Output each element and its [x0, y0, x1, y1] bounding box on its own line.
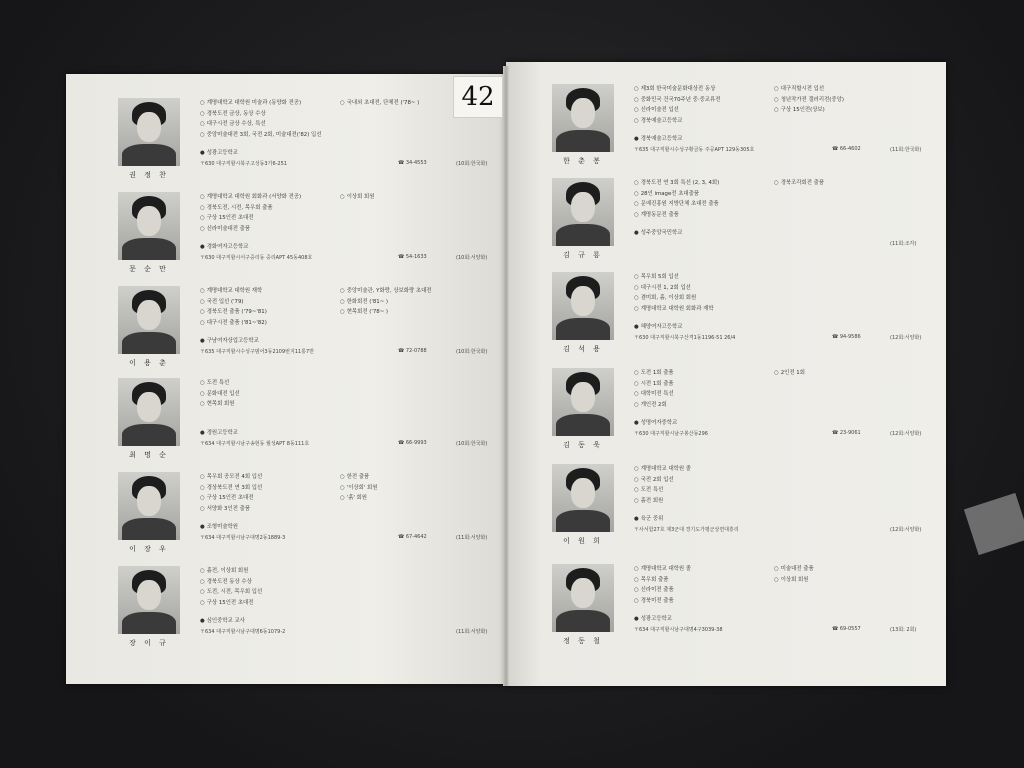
profile-entry	[118, 566, 538, 656]
career-list	[200, 192, 340, 234]
career-list	[634, 84, 774, 126]
career-item: ○ 계명대학교 대학원 회화과 (서양화 전공)	[200, 192, 340, 203]
phone-number: ☎ 67-4642	[398, 534, 427, 540]
career-item: ○ 경북도전 동상 수상	[200, 577, 340, 588]
career-item: ○ 흙전, 이상회 회원	[200, 566, 340, 577]
career-list	[200, 566, 340, 608]
activity-list	[340, 192, 460, 203]
activity-item: ○ 중앙미술관, Y화랑, 상보화랑 초대전	[340, 286, 460, 297]
portrait-photo	[552, 368, 614, 436]
portrait-photo	[552, 272, 614, 340]
page-number: 42	[453, 76, 503, 118]
school-name: ● 성광고등학교	[634, 614, 672, 622]
career-list	[200, 378, 340, 410]
career-item: ○ 목우회 출품	[634, 575, 774, 586]
address: 〒634 대구직할시남구대명4구3039-38	[634, 627, 723, 633]
school-name: ● 심인중학교 교사	[200, 616, 245, 624]
address: 〒630 대구직할시북구고성동3가6-251	[200, 161, 287, 167]
activity-item: ○ 이상회 회원	[340, 192, 460, 203]
address: 〒634 대구직할시남구대명2동1889-3	[200, 535, 286, 541]
person-name: 김 석 용	[563, 345, 603, 353]
class-note: (13회: 2회)	[890, 627, 917, 633]
class-note: (12회:서양화)	[890, 431, 922, 437]
activity-list	[340, 286, 460, 318]
career-item: ○ 경상북도전 연 3회 입선	[200, 483, 340, 494]
school-name: ● 성명여자중학교	[634, 418, 677, 426]
activity-item: ○ 구상 15인전(상보)	[774, 105, 894, 116]
career-item: ○ 대학미전 특선	[634, 389, 774, 400]
person-name: 이 원 희	[563, 537, 603, 545]
career-item: ○ 시전 1회 출품	[634, 379, 774, 390]
career-item: ○ 계명대학교 대학원 미술과 (동양화 전공)	[200, 98, 340, 109]
activity-item: ○ 경북조각회전 출품	[774, 178, 894, 189]
career-item: ○ 계명동문전 출품	[634, 210, 774, 221]
career-item: ○ 서양화 3인전 출품	[200, 504, 340, 515]
profile-entry	[552, 564, 972, 654]
school-name: ● 경북예술고등학교	[634, 134, 682, 142]
class-note: (10회:한국화)	[456, 349, 488, 355]
career-list	[634, 368, 774, 410]
address: 〒630 대구직할시서구중리동 중리APT 45동408호	[200, 255, 313, 261]
school-name: ● 조형미술학원	[200, 522, 238, 530]
career-item: ○ 구상 15인전 초대전	[200, 493, 340, 504]
career-item: ○ 대구시전 금상 수상, 특선	[200, 119, 340, 130]
career-item: ○ 계명대학교 대학원 회화과 재학	[634, 304, 774, 315]
career-item: ○ 문화대전 입선	[200, 389, 340, 400]
activity-item: ○ 현목회전 ('78~ )	[340, 307, 460, 318]
school-name: ● 성광고등학교	[200, 148, 238, 156]
career-item: ○ 신라미술전 입선	[634, 105, 774, 116]
career-item: ○ 경북도전, 시전, 목우회 출품	[200, 203, 340, 214]
class-note: (11회:서양화)	[456, 535, 488, 541]
activity-item: ○ 대구직할시전 입선	[774, 84, 894, 95]
portrait-photo	[118, 566, 180, 634]
career-list	[634, 272, 774, 314]
career-list	[200, 472, 340, 514]
portrait-photo	[118, 286, 180, 354]
career-item: ○ 신라미전 출품	[634, 585, 774, 596]
portrait-photo	[118, 378, 180, 446]
portrait-photo	[118, 192, 180, 260]
career-list	[634, 564, 774, 606]
career-item: ○ 흙전 회원	[634, 496, 774, 507]
activity-list	[774, 564, 894, 585]
profile-entry	[118, 98, 538, 188]
phone-number: ☎ 94-9586	[832, 334, 861, 340]
person-name: 김 동 욱	[563, 441, 603, 449]
class-note: (10회:한국화)	[456, 161, 488, 167]
activity-item: ○ 청년작가전 갤러리전(중앙)	[774, 95, 894, 106]
portrait-photo	[552, 464, 614, 532]
phone-number: ☎ 23-9061	[832, 430, 861, 436]
career-item: ○ 중앙미술대전 3회, 국전 2회, 미술대전('82) 입선	[200, 130, 340, 141]
career-item: ○ 겸미회, 흙, 이상회 회원	[634, 293, 774, 304]
person-name: 문 순 만	[129, 265, 169, 273]
address: 〒635 대구직할시수성구범어3동2109번지11통7반	[200, 349, 315, 355]
school-name: ● 혜양여자고등학교	[634, 322, 682, 330]
career-item: ○ 경북도전 금상, 동상 수상	[200, 109, 340, 120]
portrait-photo	[552, 564, 614, 632]
activity-item: ○ 한전 출품	[340, 472, 460, 483]
activity-list	[340, 472, 460, 504]
activity-item: ○ 이상회 회원	[774, 575, 894, 586]
activity-list	[774, 368, 894, 379]
career-list	[200, 98, 340, 140]
career-item: ○ 경북미전 출품	[634, 596, 774, 607]
activity-item: ○ 미술대전 출품	[774, 564, 894, 575]
person-name: 김 규 룡	[563, 251, 603, 259]
phone-number: ☎ 54-1633	[398, 254, 427, 260]
school-name: ● 육군 중위	[634, 514, 663, 522]
address: 〒사서함27호 제3군대 경기도가평군상면대흥리	[634, 527, 739, 533]
profile-entry	[552, 178, 972, 268]
career-item: ○ 경북도전 연 3회 특선 (2, 3, 4회)	[634, 178, 774, 189]
activity-list	[774, 178, 894, 189]
person-name: 최 명 순	[129, 451, 169, 459]
portrait-photo	[118, 98, 180, 166]
address: 〒634 대구직할시남구대명6동1079-2	[200, 629, 286, 635]
school-name: ● 경화여자고등학교	[200, 242, 248, 250]
portrait-photo	[118, 472, 180, 540]
phone-number: ☎ 69-0557	[832, 626, 861, 632]
career-item: ○ 목우회 공모전 4회 입선	[200, 472, 340, 483]
class-note: (11회:조각)	[890, 241, 917, 247]
career-item: ○ 28인 image전 초대출품	[634, 189, 774, 200]
career-item: ○ 목우회 5회 입선	[634, 272, 774, 283]
person-name: 장 이 규	[129, 639, 169, 647]
profile-entry	[118, 286, 538, 376]
phone-number: ☎ 66-4602	[832, 146, 861, 152]
profile-entry	[552, 272, 972, 362]
career-list	[634, 178, 774, 220]
career-item: ○ 신라미술대전 출품	[200, 224, 340, 235]
career-item: ○ 대구시전 출품 ('81~'82)	[200, 318, 340, 329]
phone-number: ☎ 66-9993	[398, 440, 427, 446]
school-name: ● 성주중앙국민학교	[634, 228, 682, 236]
career-item: ○ 현목회 회원	[200, 399, 340, 410]
activity-item: ○ 2인전 1회	[774, 368, 894, 379]
career-item: ○ 계명대학교 대학원 졸	[634, 564, 774, 575]
school-name: ● 경원고등학교	[200, 428, 238, 436]
career-item: ○ 도전 1회 출품	[634, 368, 774, 379]
person-name: 정 동 철	[563, 637, 603, 645]
address: 〒634 대구직할시남구송현동 월성APT 8동111호	[200, 441, 310, 447]
profile-entry	[552, 84, 972, 174]
career-item: ○ 계명대학교 대학원 졸	[634, 464, 774, 475]
profile-entry	[118, 472, 538, 562]
career-item: ○ 구상 15인전 초대전	[200, 213, 340, 224]
activity-list	[774, 84, 894, 116]
portrait-photo	[552, 178, 614, 246]
class-note: (11회:한국화)	[890, 147, 922, 153]
person-name: 한 춘 봉	[563, 157, 603, 165]
address: 〒635 대구직할시수성구황금동 주공APT 129동305호	[634, 147, 755, 153]
class-note: (10회:서양화)	[456, 255, 488, 261]
activity-item: ○ '흙' 회원	[340, 493, 460, 504]
activity-item: ○ 국내외 초대전, 단체전 ('78~ )	[340, 98, 460, 109]
career-item: ○ 국전 2회 입선	[634, 475, 774, 486]
person-name: 이 용 춘	[129, 359, 169, 367]
career-list	[634, 464, 774, 506]
portrait-photo	[552, 84, 614, 152]
phone-number: ☎ 72-0788	[398, 348, 427, 354]
career-item: ○ 제3회 한국미술문화대상전 동상	[634, 84, 774, 95]
career-item: ○ 문예진흥원 지방단체 초대전 출품	[634, 199, 774, 210]
person-name: 이 장 우	[129, 545, 169, 553]
profile-entry	[118, 378, 538, 468]
class-note: (11회:서양화)	[456, 629, 488, 635]
career-item: ○ 경북예술고등학교	[634, 116, 774, 127]
career-item: ○ 도전, 시전, 목우회 입선	[200, 587, 340, 598]
activity-list	[340, 98, 460, 109]
career-item: ○ 국전 입선 ('79)	[200, 297, 340, 308]
career-list	[200, 286, 340, 328]
school-name: ● 구남여자상업고등학교	[200, 336, 259, 344]
person-name: 권 정 찬	[129, 171, 169, 179]
activity-item: ○ 한화회전 ('81~ )	[340, 297, 460, 308]
class-note: (12회:서양화)	[890, 335, 922, 341]
career-item: ○ 도전 특선	[200, 378, 340, 389]
career-item: ○ 중화민국 건국70주년 중·중교류전	[634, 95, 774, 106]
address: 〒630 대구직할시남구봉산동296	[634, 431, 708, 437]
activity-item: ○ '이상회' 회원	[340, 483, 460, 494]
profile-entry	[552, 464, 972, 554]
career-item: ○ 도전 특선	[634, 485, 774, 496]
career-item: ○ 경북도전 출품 ('79~'81)	[200, 307, 340, 318]
career-item: ○ 계명대학교 대학원 재학	[200, 286, 340, 297]
profile-entry	[552, 368, 972, 458]
career-item: ○ 개인전 2회	[634, 400, 774, 411]
career-item: ○ 대구시전 1, 2회 입선	[634, 283, 774, 294]
class-note: (10회:한국화)	[456, 441, 488, 447]
class-note: (12회:서양화)	[890, 527, 922, 533]
profile-entry	[118, 192, 538, 282]
phone-number: ☎ 34-4553	[398, 160, 427, 166]
address: 〒630 대구직할시북구산격1동1196-51 26/4	[634, 335, 736, 341]
career-item: ○ 구상 15인전 초대전	[200, 598, 340, 609]
